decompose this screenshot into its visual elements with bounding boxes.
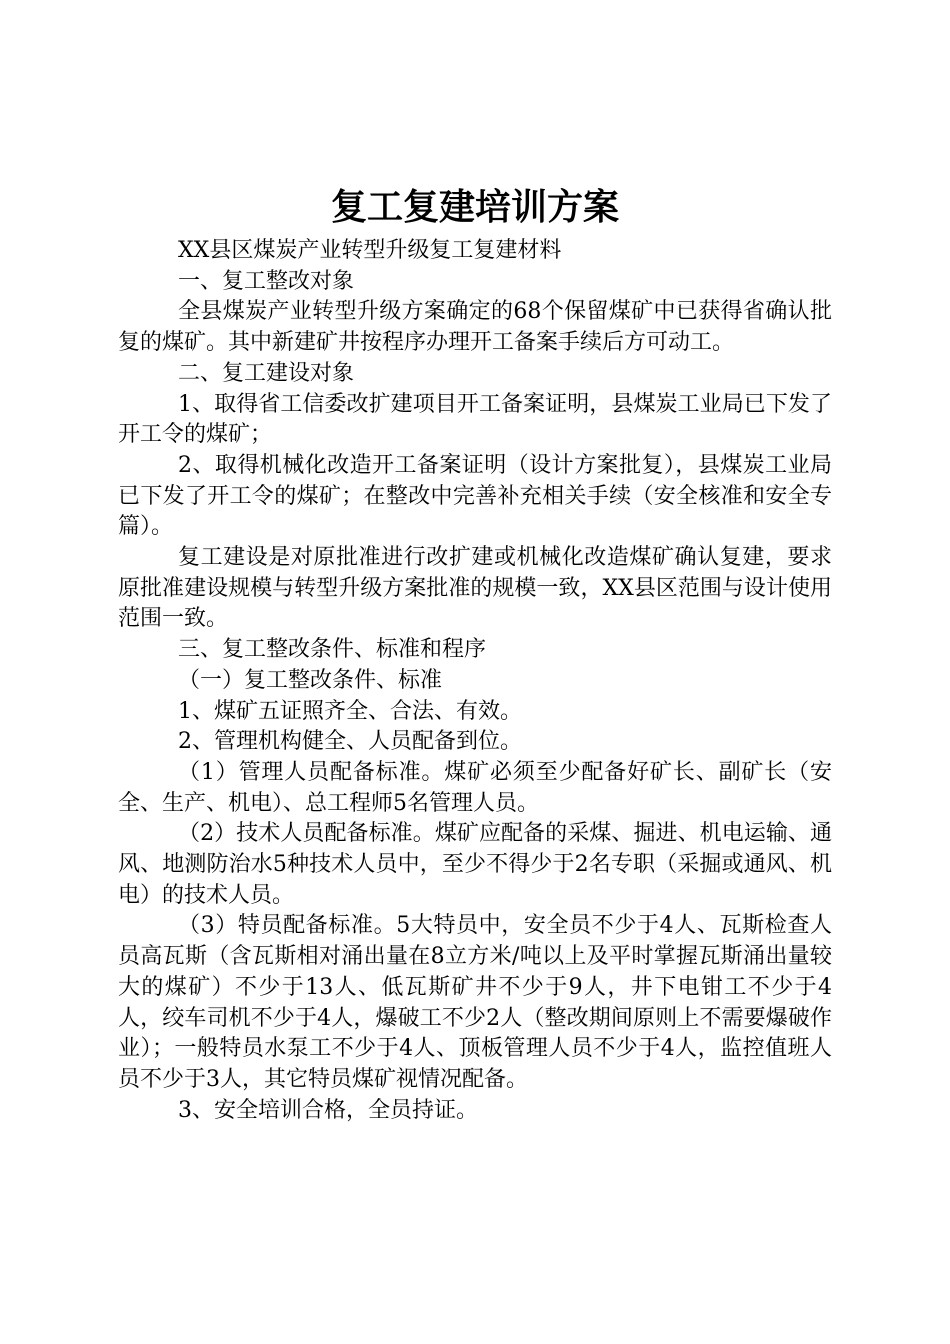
document-title: 复工复建培训方案: [330, 186, 619, 228]
document-body: [118, 236, 832, 1126]
list-item: 1、煤矿五证照齐全、合法、有效。: [178, 698, 522, 724]
section-heading-1: 一、复工整改对象: [178, 268, 355, 294]
sub-list-item: （3）特员配备标准。5大特员中，安全员不少于4人、瓦斯检查人员高瓦斯（含瓦斯相对涌出量在8立方米/吨以上及平时掌握瓦斯涌出量较大的煤矿）不少于13人、低瓦斯矿井不少于9人，井下电钳工不少于4人，绞车司机不少于4人，爆破工不少2人（整改期间原则上不需要爆破作业）；一般特员水泵工不少于4人、顶板管理人员不少于4人，监控值班人员不少于3人，其它特员煤矿视情况配备。: [118, 913, 832, 1092]
sub-list-item: （1）管理人员配备标准。煤矿必须至少配备好矿长、副矿长（安全、生产、机电）、总工程师5名管理人员。: [118, 759, 832, 816]
section-heading-3: 三、复工整改条件、标准和程序: [178, 637, 487, 663]
subsection-heading: （一）复工整改条件、标准: [178, 667, 443, 693]
list-item: 2、管理机构健全、人员配备到位。: [178, 729, 522, 755]
list-item: 1、取得省工信委改扩建项目开工备案证明，县煤炭工业局已下发了开工令的煤矿；: [118, 391, 832, 448]
paragraph: 全县煤炭产业转型升级方案确定的68个保留煤矿中已获得省确认批复的煤矿。其中新建矿井按程序办理开工备案手续后方可动工。: [118, 299, 832, 356]
list-item: 3、安全培训合格，全员持证。: [178, 1097, 478, 1123]
paragraph-subtitle: XX县区煤炭产业转型升级复工复建材料: [178, 238, 562, 263]
sub-list-item: （2）技术人员配备标准。煤矿应配备的采煤、掘进、机电运输、通风、地测防治水5种技术人员中，至少不得少于2名专职（采掘或通风、机电）的技术人员。: [118, 821, 832, 908]
list-item: 2、取得机械化改造开工备案证明（设计方案批复），县煤炭工业局已下发了开工令的煤矿；在整改中完善补充相关手续（安全核准和安全专篇）。: [118, 452, 832, 540]
paragraph: 复工建设是对原批准进行改扩建或机械化改造煤矿确认复建，要求原批准建设规模与转型升级方案批准的规模一致，XX县区范围与设计使用范围一致。: [118, 545, 832, 632]
section-heading-2: 二、复工建设对象: [178, 360, 355, 386]
